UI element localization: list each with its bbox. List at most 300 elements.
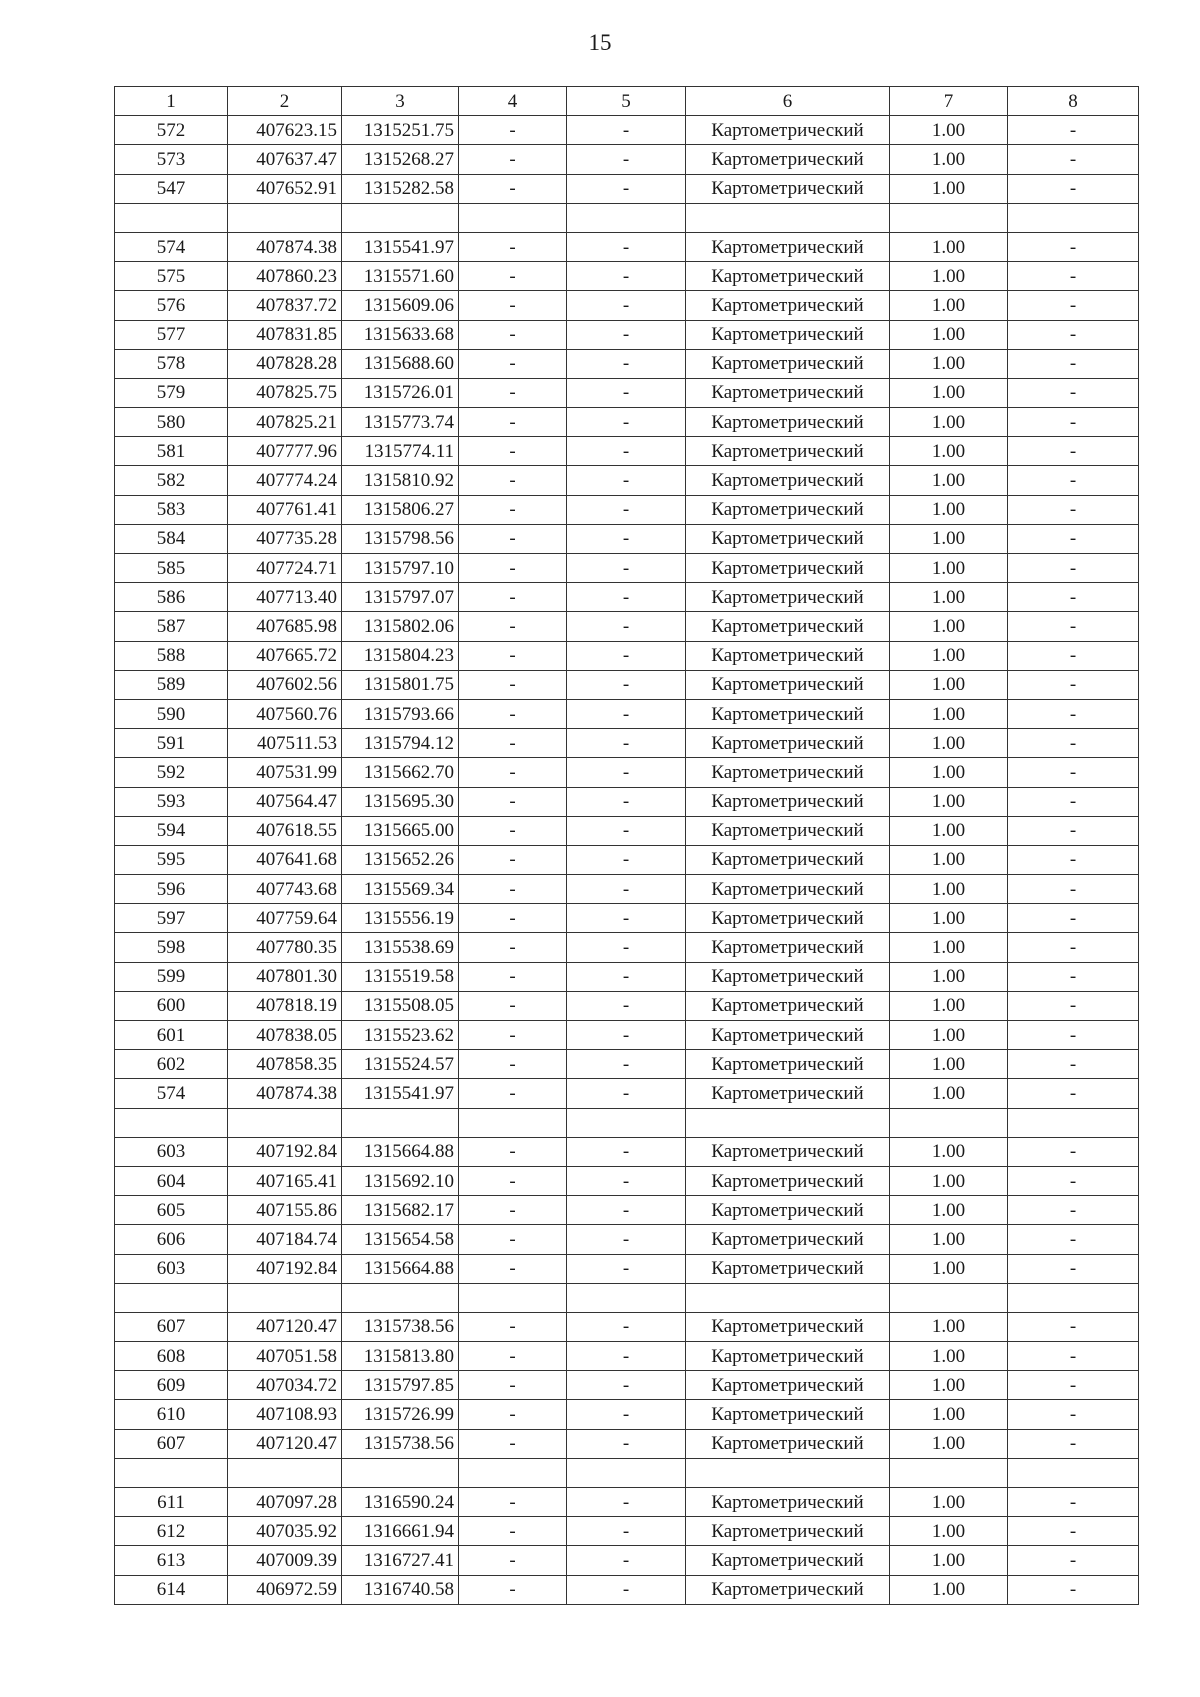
col5-cell: - [567, 495, 686, 524]
header-cell: 7 [890, 87, 1008, 116]
col5-cell: - [567, 378, 686, 407]
accuracy-cell: 1.00 [890, 875, 1008, 904]
x-coordinate-cell: 407192.84 [228, 1137, 342, 1166]
accuracy-cell: 1.00 [890, 174, 1008, 203]
x-coordinate-cell: 407165.41 [228, 1166, 342, 1195]
col4-cell: - [459, 1488, 567, 1517]
col8-cell: - [1008, 670, 1139, 699]
col8-cell: - [1008, 1166, 1139, 1195]
empty-cell [342, 1283, 459, 1312]
col8-cell: - [1008, 524, 1139, 553]
x-coordinate-cell: 407777.96 [228, 437, 342, 466]
col4-cell: - [459, 641, 567, 670]
empty-cell [1008, 1458, 1139, 1487]
col8-cell: - [1008, 378, 1139, 407]
empty-cell [890, 1108, 1008, 1137]
point-number-cell: 587 [115, 612, 228, 641]
col4-cell: - [459, 991, 567, 1020]
empty-cell [686, 1108, 890, 1137]
method-cell: Картометрический [686, 378, 890, 407]
point-number-cell: 572 [115, 116, 228, 145]
col5-cell: - [567, 116, 686, 145]
col5-cell: - [567, 524, 686, 553]
accuracy-cell: 1.00 [890, 408, 1008, 437]
y-coordinate-cell: 1315538.69 [342, 933, 459, 962]
table-row [115, 262, 1139, 291]
point-number-cell: 607 [115, 1312, 228, 1341]
col4-cell: - [459, 758, 567, 787]
col4-cell: - [459, 612, 567, 641]
col8-cell: - [1008, 291, 1139, 320]
table-row [115, 1546, 1139, 1575]
method-cell: Картометрический [686, 962, 890, 991]
x-coordinate-cell: 407560.76 [228, 699, 342, 728]
accuracy-cell: 1.00 [890, 1575, 1008, 1604]
method-cell: Картометрический [686, 1021, 890, 1050]
col4-cell: - [459, 349, 567, 378]
point-number-cell: 600 [115, 991, 228, 1020]
y-coordinate-cell: 1315556.19 [342, 904, 459, 933]
table-row [115, 1342, 1139, 1371]
accuracy-cell: 1.00 [890, 262, 1008, 291]
method-cell: Картометрический [686, 933, 890, 962]
method-cell: Картометрический [686, 612, 890, 641]
col4-cell: - [459, 729, 567, 758]
table-row [115, 612, 1139, 641]
method-cell: Картометрический [686, 1254, 890, 1283]
accuracy-cell: 1.00 [890, 116, 1008, 145]
separator-row [115, 1283, 1139, 1312]
col8-cell: - [1008, 1429, 1139, 1458]
method-cell: Картометрический [686, 349, 890, 378]
separator-row [115, 1458, 1139, 1487]
col4-cell: - [459, 670, 567, 699]
method-cell: Картометрический [686, 641, 890, 670]
method-cell: Картометрический [686, 466, 890, 495]
accuracy-cell: 1.00 [890, 145, 1008, 174]
method-cell: Картометрический [686, 437, 890, 466]
empty-cell [686, 203, 890, 232]
accuracy-cell: 1.00 [890, 495, 1008, 524]
y-coordinate-cell: 1315813.80 [342, 1342, 459, 1371]
col4-cell: - [459, 699, 567, 728]
x-coordinate-cell: 407825.75 [228, 378, 342, 407]
col5-cell: - [567, 1429, 686, 1458]
point-number-cell: 592 [115, 758, 228, 787]
y-coordinate-cell: 1315774.11 [342, 437, 459, 466]
x-coordinate-cell: 407801.30 [228, 962, 342, 991]
point-number-cell: 585 [115, 554, 228, 583]
accuracy-cell: 1.00 [890, 1429, 1008, 1458]
x-coordinate-cell: 407761.41 [228, 495, 342, 524]
point-number-cell: 606 [115, 1225, 228, 1254]
y-coordinate-cell: 1315652.26 [342, 845, 459, 874]
y-coordinate-cell: 1316661.94 [342, 1517, 459, 1546]
col8-cell: - [1008, 583, 1139, 612]
y-coordinate-cell: 1315726.01 [342, 378, 459, 407]
table-row [115, 583, 1139, 612]
table-row [115, 991, 1139, 1020]
col4-cell: - [459, 1137, 567, 1166]
y-coordinate-cell: 1315688.60 [342, 349, 459, 378]
table-row [115, 524, 1139, 553]
method-cell: Картометрический [686, 1342, 890, 1371]
col5-cell: - [567, 1021, 686, 1050]
col8-cell: - [1008, 174, 1139, 203]
x-coordinate-cell: 407743.68 [228, 875, 342, 904]
accuracy-cell: 1.00 [890, 641, 1008, 670]
accuracy-cell: 1.00 [890, 1312, 1008, 1341]
table-row [115, 641, 1139, 670]
point-number-cell: 594 [115, 816, 228, 845]
point-number-cell: 610 [115, 1400, 228, 1429]
accuracy-cell: 1.00 [890, 1137, 1008, 1166]
accuracy-cell: 1.00 [890, 904, 1008, 933]
col5-cell: - [567, 1575, 686, 1604]
col5-cell: - [567, 1254, 686, 1283]
table-body [115, 87, 1139, 1605]
point-number-cell: 588 [115, 641, 228, 670]
accuracy-cell: 1.00 [890, 349, 1008, 378]
empty-cell [1008, 1283, 1139, 1312]
x-coordinate-cell: 407602.56 [228, 670, 342, 699]
point-number-cell: 576 [115, 291, 228, 320]
point-number-cell: 578 [115, 349, 228, 378]
y-coordinate-cell: 1315692.10 [342, 1166, 459, 1195]
col4-cell: - [459, 291, 567, 320]
method-cell: Картометрический [686, 816, 890, 845]
table-row [115, 495, 1139, 524]
point-number-cell: 590 [115, 699, 228, 728]
col5-cell: - [567, 758, 686, 787]
accuracy-cell: 1.00 [890, 1546, 1008, 1575]
y-coordinate-cell: 1315682.17 [342, 1196, 459, 1225]
table-row [115, 758, 1139, 787]
method-cell: Картометрический [686, 145, 890, 174]
col8-cell: - [1008, 1254, 1139, 1283]
col8-cell: - [1008, 933, 1139, 962]
accuracy-cell: 1.00 [890, 1342, 1008, 1371]
y-coordinate-cell: 1315664.88 [342, 1137, 459, 1166]
point-number-cell: 597 [115, 904, 228, 933]
accuracy-cell: 1.00 [890, 962, 1008, 991]
empty-cell [567, 1458, 686, 1487]
col8-cell: - [1008, 962, 1139, 991]
page-number: 15 [588, 30, 612, 55]
empty-cell [115, 1283, 228, 1312]
col5-cell: - [567, 583, 686, 612]
y-coordinate-cell: 1315802.06 [342, 612, 459, 641]
point-number-cell: 608 [115, 1342, 228, 1371]
y-coordinate-cell: 1315798.56 [342, 524, 459, 553]
col5-cell: - [567, 816, 686, 845]
y-coordinate-cell: 1315609.06 [342, 291, 459, 320]
col5-cell: - [567, 1050, 686, 1079]
method-cell: Картометрический [686, 1166, 890, 1195]
col4-cell: - [459, 554, 567, 583]
accuracy-cell: 1.00 [890, 583, 1008, 612]
method-cell: Картометрический [686, 1050, 890, 1079]
col5-cell: - [567, 174, 686, 203]
col4-cell: - [459, 962, 567, 991]
empty-cell [686, 1283, 890, 1312]
y-coordinate-cell: 1315541.97 [342, 232, 459, 261]
y-coordinate-cell: 1315797.85 [342, 1371, 459, 1400]
col5-cell: - [567, 1196, 686, 1225]
accuracy-cell: 1.00 [890, 699, 1008, 728]
col4-cell: - [459, 1312, 567, 1341]
table-row [115, 1400, 1139, 1429]
x-coordinate-cell: 407780.35 [228, 933, 342, 962]
empty-cell [459, 1283, 567, 1312]
y-coordinate-cell: 1315801.75 [342, 670, 459, 699]
accuracy-cell: 1.00 [890, 291, 1008, 320]
col5-cell: - [567, 262, 686, 291]
col5-cell: - [567, 437, 686, 466]
table-row [115, 349, 1139, 378]
empty-cell [459, 1108, 567, 1137]
method-cell: Картометрический [686, 583, 890, 612]
point-number-cell: 611 [115, 1488, 228, 1517]
x-coordinate-cell: 407155.86 [228, 1196, 342, 1225]
y-coordinate-cell: 1315268.27 [342, 145, 459, 174]
x-coordinate-cell: 407009.39 [228, 1546, 342, 1575]
x-coordinate-cell: 407724.71 [228, 554, 342, 583]
empty-cell [890, 1283, 1008, 1312]
col5-cell: - [567, 349, 686, 378]
accuracy-cell: 1.00 [890, 729, 1008, 758]
accuracy-cell: 1.00 [890, 554, 1008, 583]
col5-cell: - [567, 612, 686, 641]
x-coordinate-cell: 407618.55 [228, 816, 342, 845]
y-coordinate-cell: 1315251.75 [342, 116, 459, 145]
empty-cell [459, 1458, 567, 1487]
method-cell: Картометрический [686, 845, 890, 874]
col5-cell: - [567, 787, 686, 816]
col4-cell: - [459, 1517, 567, 1546]
point-number-cell: 547 [115, 174, 228, 203]
method-cell: Картометрический [686, 320, 890, 349]
accuracy-cell: 1.00 [890, 845, 1008, 874]
table-row [115, 1166, 1139, 1195]
col4-cell: - [459, 845, 567, 874]
point-number-cell: 579 [115, 378, 228, 407]
accuracy-cell: 1.00 [890, 1400, 1008, 1429]
y-coordinate-cell: 1315797.07 [342, 583, 459, 612]
col8-cell: - [1008, 1575, 1139, 1604]
table-row [115, 1196, 1139, 1225]
method-cell: Картометрический [686, 1312, 890, 1341]
empty-cell [228, 1458, 342, 1487]
col5-cell: - [567, 1488, 686, 1517]
col4-cell: - [459, 378, 567, 407]
method-cell: Картометрический [686, 1546, 890, 1575]
table-row [115, 174, 1139, 203]
method-cell: Картометрический [686, 699, 890, 728]
col4-cell: - [459, 232, 567, 261]
x-coordinate-cell: 407858.35 [228, 1050, 342, 1079]
point-number-cell: 586 [115, 583, 228, 612]
x-coordinate-cell: 407831.85 [228, 320, 342, 349]
col5-cell: - [567, 904, 686, 933]
x-coordinate-cell: 407623.15 [228, 116, 342, 145]
point-number-cell: 595 [115, 845, 228, 874]
method-cell: Картометрический [686, 291, 890, 320]
x-coordinate-cell: 407818.19 [228, 991, 342, 1020]
col5-cell: - [567, 962, 686, 991]
y-coordinate-cell: 1315773.74 [342, 408, 459, 437]
empty-cell [1008, 1108, 1139, 1137]
col4-cell: - [459, 1079, 567, 1108]
method-cell: Картометрический [686, 1429, 890, 1458]
y-coordinate-cell: 1315738.56 [342, 1429, 459, 1458]
empty-cell [228, 1283, 342, 1312]
col8-cell: - [1008, 758, 1139, 787]
table-row [115, 1429, 1139, 1458]
col8-cell: - [1008, 991, 1139, 1020]
y-coordinate-cell: 1315508.05 [342, 991, 459, 1020]
table-row [115, 670, 1139, 699]
col4-cell: - [459, 437, 567, 466]
y-coordinate-cell: 1315523.62 [342, 1021, 459, 1050]
col8-cell: - [1008, 1137, 1139, 1166]
empty-cell [1008, 203, 1139, 232]
col8-cell: - [1008, 612, 1139, 641]
method-cell: Картометрический [686, 991, 890, 1020]
accuracy-cell: 1.00 [890, 816, 1008, 845]
coordinates-table [114, 86, 1139, 1605]
col8-cell: - [1008, 845, 1139, 874]
point-number-cell: 596 [115, 875, 228, 904]
empty-cell [342, 203, 459, 232]
x-coordinate-cell: 407637.47 [228, 145, 342, 174]
table-row [115, 408, 1139, 437]
col5-cell: - [567, 145, 686, 174]
accuracy-cell: 1.00 [890, 1196, 1008, 1225]
col5-cell: - [567, 670, 686, 699]
table-row [115, 1517, 1139, 1546]
method-cell: Картометрический [686, 554, 890, 583]
col5-cell: - [567, 232, 686, 261]
empty-cell [342, 1458, 459, 1487]
col8-cell: - [1008, 1517, 1139, 1546]
col5-cell: - [567, 1400, 686, 1429]
x-coordinate-cell: 407184.74 [228, 1225, 342, 1254]
col8-cell: - [1008, 262, 1139, 291]
point-number-cell: 580 [115, 408, 228, 437]
col4-cell: - [459, 816, 567, 845]
point-number-cell: 612 [115, 1517, 228, 1546]
empty-cell [115, 1458, 228, 1487]
point-number-cell: 604 [115, 1166, 228, 1195]
col4-cell: - [459, 145, 567, 174]
col4-cell: - [459, 524, 567, 553]
accuracy-cell: 1.00 [890, 378, 1008, 407]
col5-cell: - [567, 699, 686, 728]
table-row [115, 320, 1139, 349]
col8-cell: - [1008, 1079, 1139, 1108]
point-number-cell: 589 [115, 670, 228, 699]
table-row [115, 1050, 1139, 1079]
point-number-cell: 581 [115, 437, 228, 466]
col8-cell: - [1008, 320, 1139, 349]
method-cell: Картометрический [686, 787, 890, 816]
col8-cell: - [1008, 145, 1139, 174]
point-number-cell: 574 [115, 232, 228, 261]
accuracy-cell: 1.00 [890, 1166, 1008, 1195]
empty-cell [115, 1108, 228, 1137]
col8-cell: - [1008, 1196, 1139, 1225]
method-cell: Картометрический [686, 232, 890, 261]
table-row [115, 1079, 1139, 1108]
table-row [115, 845, 1139, 874]
col5-cell: - [567, 875, 686, 904]
table-row [115, 962, 1139, 991]
accuracy-cell: 1.00 [890, 758, 1008, 787]
accuracy-cell: 1.00 [890, 787, 1008, 816]
method-cell: Картометрический [686, 1575, 890, 1604]
x-coordinate-cell: 407735.28 [228, 524, 342, 553]
x-coordinate-cell: 407837.72 [228, 291, 342, 320]
table-row [115, 1488, 1139, 1517]
col5-cell: - [567, 1371, 686, 1400]
x-coordinate-cell: 407051.58 [228, 1342, 342, 1371]
point-number-cell: 609 [115, 1371, 228, 1400]
x-coordinate-cell: 407759.64 [228, 904, 342, 933]
point-number-cell: 603 [115, 1254, 228, 1283]
col8-cell: - [1008, 699, 1139, 728]
col4-cell: - [459, 1050, 567, 1079]
x-coordinate-cell: 406972.59 [228, 1575, 342, 1604]
empty-cell [228, 1108, 342, 1137]
table-row [115, 1021, 1139, 1050]
y-coordinate-cell: 1315797.10 [342, 554, 459, 583]
col5-cell: - [567, 1137, 686, 1166]
col5-cell: - [567, 729, 686, 758]
col4-cell: - [459, 1254, 567, 1283]
empty-cell [890, 1458, 1008, 1487]
empty-cell [228, 203, 342, 232]
col8-cell: - [1008, 232, 1139, 261]
col8-cell: - [1008, 875, 1139, 904]
table-row [115, 1575, 1139, 1604]
method-cell: Картометрический [686, 1137, 890, 1166]
separator-row [115, 203, 1139, 232]
point-number-cell: 575 [115, 262, 228, 291]
point-number-cell: 614 [115, 1575, 228, 1604]
col8-cell: - [1008, 408, 1139, 437]
point-number-cell: 607 [115, 1429, 228, 1458]
table-row [115, 437, 1139, 466]
col4-cell: - [459, 1196, 567, 1225]
header-cell: 2 [228, 87, 342, 116]
method-cell: Картометрический [686, 495, 890, 524]
y-coordinate-cell: 1315662.70 [342, 758, 459, 787]
col5-cell: - [567, 408, 686, 437]
table-row [115, 875, 1139, 904]
y-coordinate-cell: 1315806.27 [342, 495, 459, 524]
method-cell: Картометрический [686, 174, 890, 203]
method-cell: Картометрический [686, 904, 890, 933]
col4-cell: - [459, 1575, 567, 1604]
empty-cell [567, 1283, 686, 1312]
col4-cell: - [459, 495, 567, 524]
table-row [115, 699, 1139, 728]
x-coordinate-cell: 407685.98 [228, 612, 342, 641]
accuracy-cell: 1.00 [890, 1371, 1008, 1400]
y-coordinate-cell: 1315810.92 [342, 466, 459, 495]
header-cell: 5 [567, 87, 686, 116]
